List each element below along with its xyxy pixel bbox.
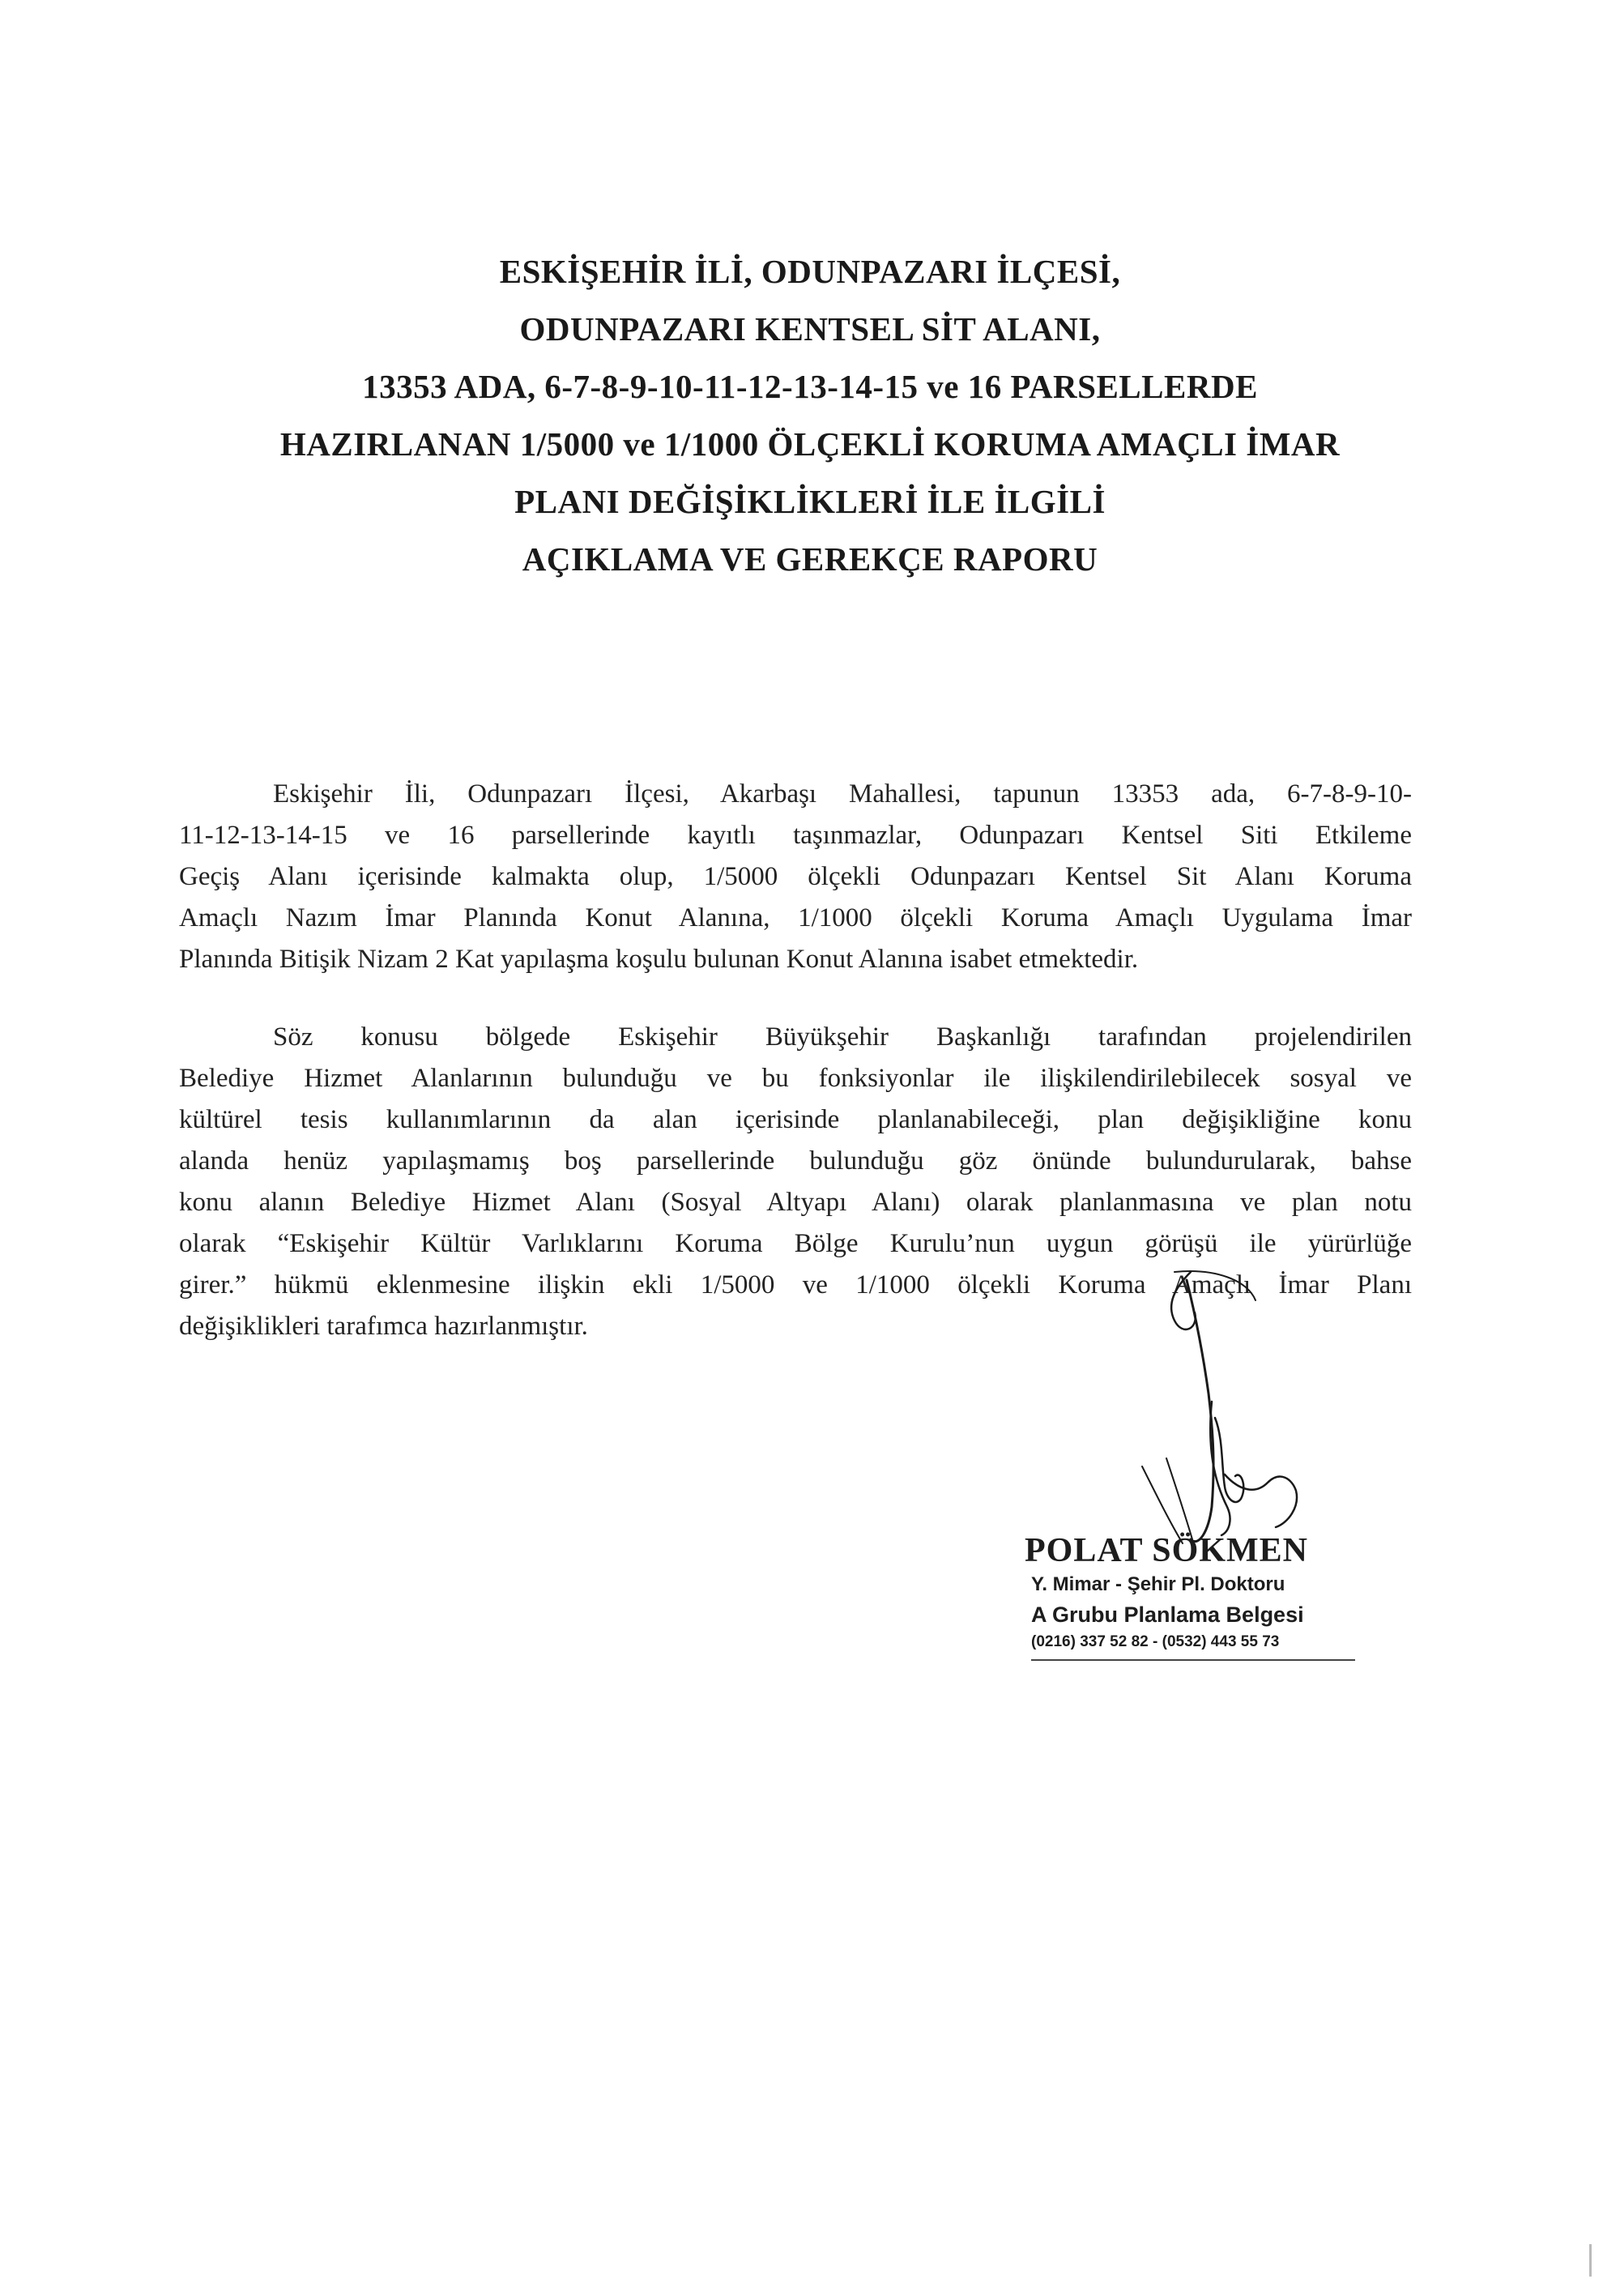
stamp-certificate: A Grubu Planlama Belgesi xyxy=(1031,1603,1304,1627)
paragraph-line: alanda henüz yapılaşmamış boş parsellerinde bulunduğu göz önünde bulundurularak, bahse xyxy=(179,1146,1412,1176)
title-line: AÇIKLAMA VE GEREKÇE RAPORU xyxy=(522,540,1098,578)
paragraph-line: Söz konusu bölgede Eskişehir Büyükşehir Başkanlığı tarafından projelendirilen xyxy=(273,1022,1412,1052)
stamp-underline xyxy=(1031,1659,1355,1661)
paragraph-line: kültürel tesis kullanımlarının da alan içerisinde planlanabileceği, plan değişikliğine konu xyxy=(179,1105,1412,1134)
paragraph-1 xyxy=(179,774,1412,980)
paragraph-line: konu alanın Belediye Hizmet Alanı (Sosyal Altyapı Alanı) olarak planlanmasına ve plan notu xyxy=(179,1188,1412,1217)
paragraph-line: 11-12-13-14-15 ve 16 parsellerinde kayıtlı taşınmazlar, Odunpazarı Kentsel Siti Etkileme xyxy=(179,821,1412,850)
stamp-title: Y. Mimar - Şehir Pl. Doktoru xyxy=(1031,1573,1285,1595)
paragraph-line: olarak “Eskişehir Kültür Varlıklarını Koruma Bölge Kurulu’nun uygun görüşü ile yürürlüğe xyxy=(179,1229,1412,1258)
title-line: ESKİŞEHİR İLİ, ODUNPAZARI İLÇESİ, xyxy=(499,253,1121,290)
title-line: PLANI DEĞİŞİKLİKLERİ İLE İLGİLİ xyxy=(514,483,1106,520)
scan-mark xyxy=(1589,2244,1592,2277)
title-line: 13353 ADA, 6-7-8-9-10-11-12-13-14-15 ve 16 PARSELLERDE xyxy=(362,368,1258,405)
paragraph-line: değişiklikleri tarafımca hazırlanmıştır. xyxy=(179,1312,588,1341)
signature-stamp xyxy=(1025,1531,1365,1685)
paragraph-line: Belediye Hizmet Alanlarının bulunduğu ve bu fonksiyonlar ile ilişkilendirilebilecek sosyal ve xyxy=(179,1064,1412,1093)
stamp-name: POLAT SÖKMEN xyxy=(1025,1532,1308,1569)
paragraph-line: Amaçlı Nazım İmar Planında Konut Alanına, 1/1000 ölçekli Koruma Amaçlı Uygulama İmar xyxy=(179,903,1412,932)
paragraph-line: Eskişehir İli, Odunpazarı İlçesi, Akarbaşı Mahallesi, tapunun 13353 ada, 6-7-8-9-10- xyxy=(273,779,1412,809)
title-line: ODUNPAZARI KENTSEL SİT ALANI, xyxy=(519,310,1101,348)
paragraph-line: girer.” hükmü eklenmesine ilişkin ekli 1/5000 ve 1/1000 ölçekli Koruma Amaçlı İmar Planı xyxy=(179,1270,1412,1300)
paragraph-line: Geçiş Alanı içerisinde kalmakta olup, 1/5000 ölçekli Odunpazarı Kentsel Sit Alanı Koruma xyxy=(179,862,1412,891)
stamp-phone: (0216) 337 52 82 - (0532) 443 55 73 xyxy=(1031,1633,1280,1650)
paragraph-2 xyxy=(179,1017,1412,1347)
document-title xyxy=(162,243,1458,588)
title-line: HAZIRLANAN 1/5000 ve 1/1000 ÖLÇEKLİ KORUMA AMAÇLI İMAR xyxy=(279,425,1341,463)
paragraph-line: Planında Bitişik Nizam 2 Kat yapılaşma koşulu bulunan Konut Alanına isabet etmektedir. xyxy=(179,945,1139,974)
